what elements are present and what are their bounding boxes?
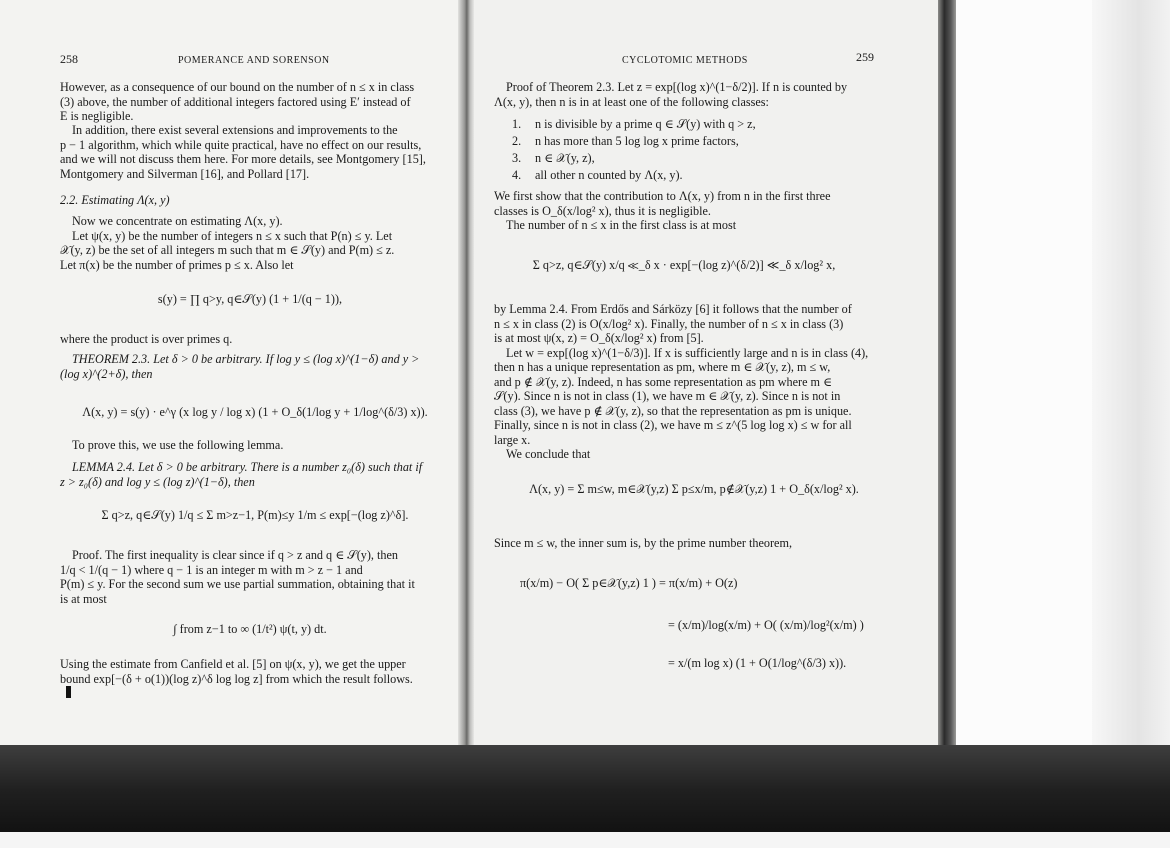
text-line: large x.: [494, 432, 531, 447]
text-line: Proof of Theorem 2.3. Let z = exp[(log x)^(1−δ/2)]. If n is counted by: [506, 80, 848, 94]
equation-pnt-line-3: = x/(m log x) (1 + O(1/log^(δ/3) x)).: [668, 656, 847, 670]
text-line: by Lemma 2.4. From Erdős and Sárközy [6] it follows that the number of: [494, 302, 852, 316]
left-paragraph-6: [60, 657, 445, 698]
left-paragraph-5: To prove this, we use the following lemma.: [72, 438, 284, 452]
equation-pnt-line-1: π(x/m) − O( Σ p∈𝒳(y,z) 1 ) = π(x/m) + O(z): [520, 576, 738, 590]
text-line: 𝒳(y, z) be the set of all integers m such that m ∈ 𝒮(y) and P(m) ≤ z.: [60, 243, 395, 257]
text-line: (log x)^(2+δ), then: [60, 366, 153, 381]
left-running-head: POMERANCE AND SORENSON: [178, 55, 330, 66]
right-page-number: 259: [856, 50, 874, 64]
theorem-2-3: [60, 352, 440, 381]
scanner-edge-strip: [1092, 0, 1170, 760]
equation-class-1-bound: Σ q>z, q∈𝒮(y) x/q ≪_δ x · exp[−(log z)^(δ/2)] ≪_δ x/log² x,: [532, 258, 836, 272]
text-line: Proof. The first inequality is clear since if q > z and q ∈ 𝒮(y), then: [72, 548, 398, 562]
right-paragraph-2: [494, 189, 874, 233]
text-line: is at most ψ(x, z) = O_δ(x/log² x) from [5].: [494, 331, 704, 345]
text-line: LEMMA 2.4. Let δ > 0 be arbitrary. There is a number z₀(δ) such that if: [72, 460, 423, 474]
list-item: n is divisible by a prime q ∈ 𝒮(y) with q > z,: [535, 117, 756, 131]
text-line: We conclude that: [506, 447, 591, 461]
text-line: Using the estimate from Canfield et al. [5] on ψ(x, y), we get the upper: [60, 657, 406, 671]
text-line: Let ψ(x, y) be the number of integers n ≤ x such that P(n) ≤ y. Let: [72, 228, 393, 243]
text-line: classes is O_δ(x/log² x), thus it is negligible.: [494, 203, 711, 218]
left-paragraph-1: [60, 80, 440, 124]
section-heading: 2.2. Estimating Λ(x, y): [60, 193, 170, 207]
text-line: Finally, since n is not in class (2), we have m ≤ z^(5 log log x) ≤ w for all: [494, 418, 852, 432]
text-line: E is negligible.: [60, 109, 134, 123]
right-running-head: CYCLOTOMIC METHODS: [622, 55, 748, 66]
list-number: 3.: [512, 151, 522, 165]
text-line: In addition, there exist several extensions and improvements to the: [72, 123, 398, 137]
text-line: n ≤ x in class (2) is O(x/log² x). Finally, the number of n ≤ x in class (3): [494, 316, 844, 331]
text-line: Λ(x, y), then n is in at least one of the following classes:: [494, 94, 769, 109]
text-line: bound exp[−(δ + o(1))(log z)^δ log log z] from which the result follows.: [60, 671, 413, 686]
list-number: 1.: [512, 117, 522, 131]
text-line: and p ∉ 𝒳(y, z). Indeed, n has some representation as pm where m ∈: [494, 374, 833, 389]
left-page-number: 258: [60, 52, 78, 66]
list-item: all other n counted by Λ(x, y).: [535, 168, 683, 182]
text-line: z > z₀(δ) and log y ≤ (log z)^(1−δ), then: [60, 474, 255, 489]
equation-s-of-y: s(y) = ∏ q>y, q∈𝒮(y) (1 + 1/(q − 1)),: [157, 292, 343, 306]
text-line: 1/q < 1/(q − 1) where q − 1 is an integer m with m > z − 1 and: [60, 562, 363, 577]
equation-lambda: Λ(x, y) = s(y) · e^γ (x log y / log x) (1 + O_δ(1/log y + 1/log^(δ/3) x)).: [82, 405, 428, 419]
text-line: Let π(x) be the number of primes p ≤ x. Also let: [60, 257, 294, 272]
text-line: Montgomery and Silverman [16], and Pollard [17].: [60, 166, 310, 181]
scanner-bed-bottom: [0, 832, 1170, 848]
text-line: The number of n ≤ x in the first class is at most: [506, 218, 737, 232]
right-paragraph-1: [494, 80, 874, 109]
right-paragraph-4: Since m ≤ w, the inner sum is, by the prime number theorem,: [494, 536, 792, 550]
left-paragraph-3: [60, 214, 440, 272]
lemma-2-4: [60, 460, 440, 489]
left-paragraph-4: where the product is over primes q.: [60, 332, 233, 346]
list-item: n ∈ 𝒳(y, z),: [535, 151, 595, 165]
list-item: n has more than 5 log log x prime factors,: [535, 134, 739, 148]
text-line: 𝒮(y). Since n is not in class (1), we have m ∈ 𝒳(y, z). Since n is not in: [494, 389, 841, 403]
equation-lambda-sum: Λ(x, y) = Σ m≤w, m∈𝒳(y,z) Σ p≤x/m, p∉𝒳(y,z) 1 + O_δ(x/log² x).: [529, 482, 859, 496]
text-line: THEOREM 2.3. Let δ > 0 be arbitrary. If log y ≤ (log x)^(1−δ) and y >: [72, 352, 420, 366]
end-of-proof-mark: [66, 686, 71, 698]
list-number: 4.: [512, 168, 522, 182]
left-paragraph-2: [60, 123, 440, 181]
equation-lemma: Σ q>z, q∈𝒮(y) 1/q ≤ Σ m>z−1, P(m)≤y 1/m ≤ exp[−(log z)^δ].: [101, 508, 409, 522]
list-number: 2.: [512, 134, 522, 148]
text-line: However, as a consequence of our bound on the number of n ≤ x in class: [60, 80, 415, 94]
text-line: class (3), we have p ∉ 𝒳(y, z), so that the representation as pm is unique.: [494, 403, 852, 418]
equation-pnt-line-2: = (x/m)/log(x/m) + O( (x/m)/log²(x/m) ): [668, 618, 864, 632]
text-line: Now we concentrate on estimating Λ(x, y).: [72, 214, 283, 228]
book-gutter: [458, 0, 474, 760]
page-fore-edge: [938, 0, 956, 750]
text-line: then n has a unique representation as pm, where m ∈ 𝒳(y, z), m ≤ w,: [494, 360, 831, 374]
equation-integral: ∫ from z−1 to ∞ (1/t²) ψ(t, y) dt.: [173, 622, 327, 636]
text-line: and we will not discuss them here. For more details, see Montgomery [15],: [60, 152, 426, 166]
text-line: Let w = exp[(log x)^(1−δ/3)]. If x is sufficiently large and n is in class (4),: [506, 345, 869, 360]
scanner-shadow-bottom: [0, 745, 1170, 835]
text-line: P(m) ≤ y. For the second sum we use partial summation, obtaining that it: [60, 577, 415, 591]
text-line: p − 1 algorithm, which while quite practical, have no effect on our results,: [60, 137, 422, 152]
right-paragraph-3: [494, 302, 874, 462]
proof-paragraph: [60, 548, 440, 606]
text-line: We first show that the contribution to Λ(x, y) from n in the first three: [494, 189, 831, 203]
text-line: is at most: [60, 591, 107, 606]
text-line: (3) above, the number of additional integers factored using E′ instead of: [60, 94, 411, 109]
